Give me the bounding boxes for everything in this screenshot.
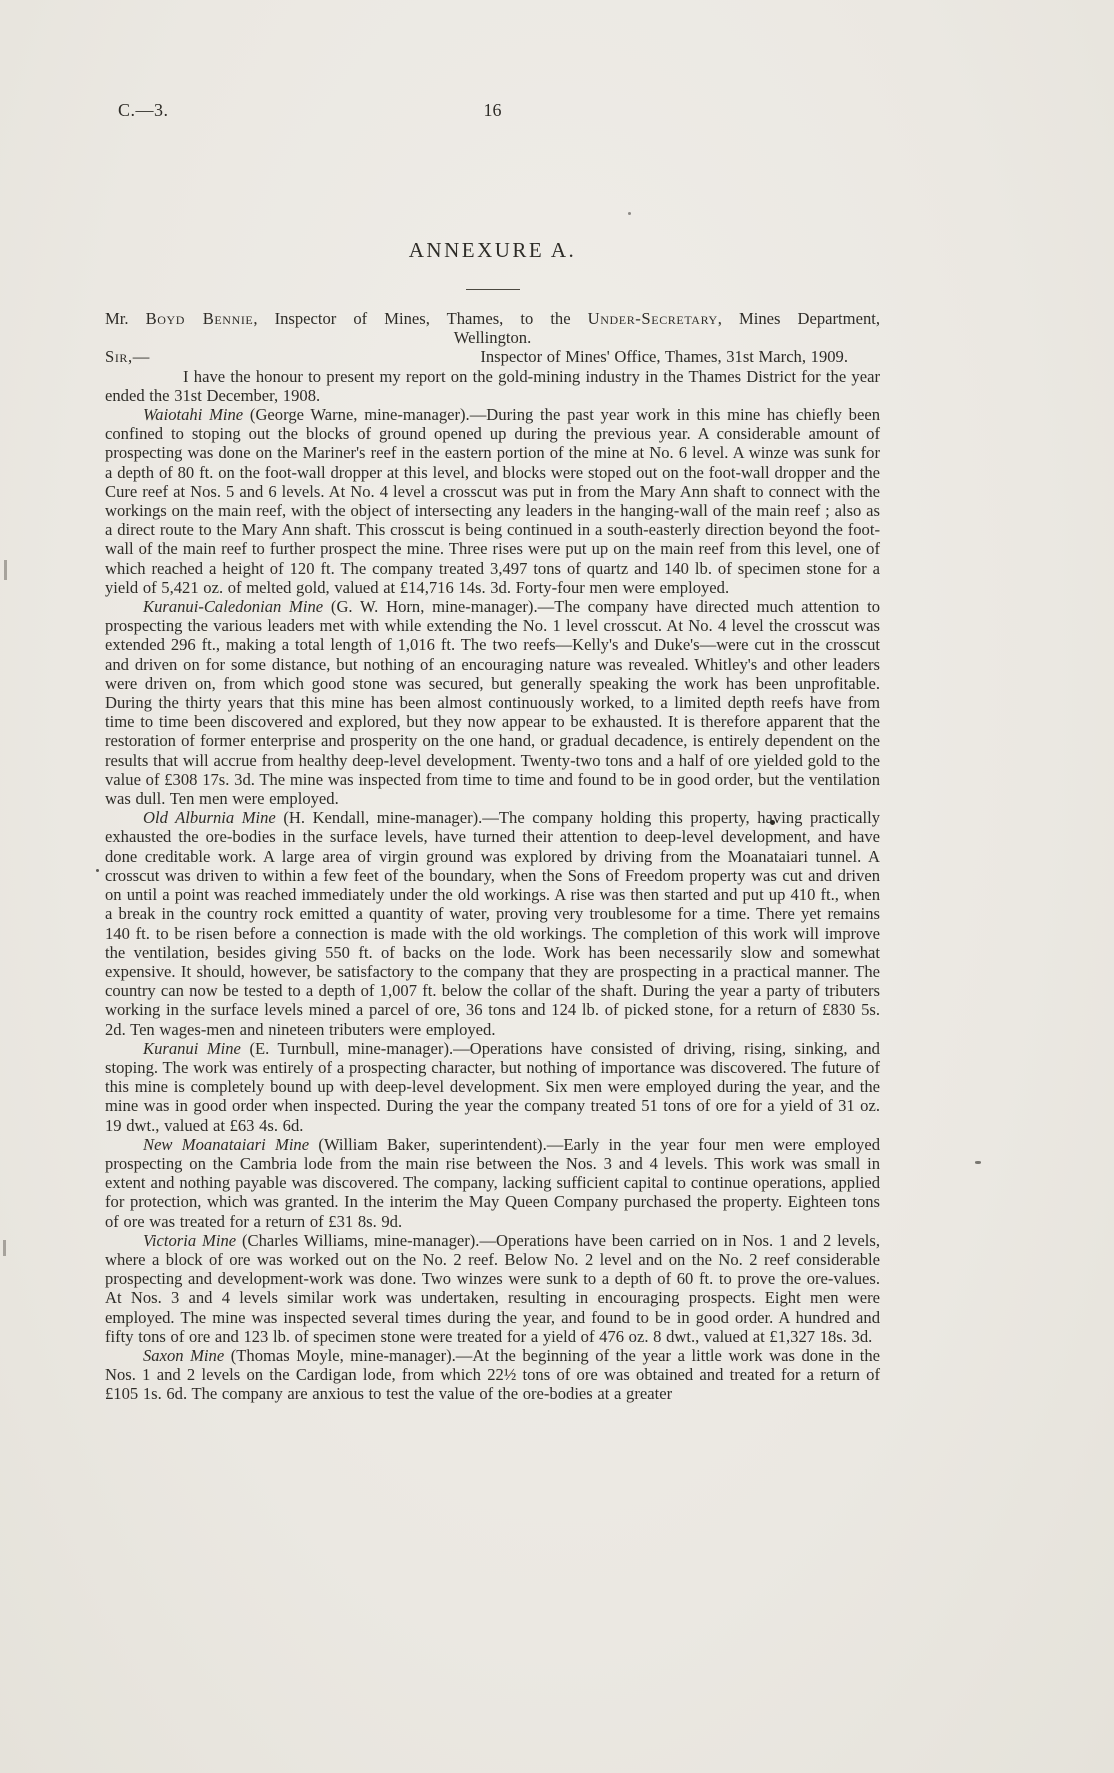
- scan-speck: [96, 869, 99, 872]
- scan-edge-artifact: [3, 1240, 6, 1256]
- scan-speck: [628, 212, 631, 215]
- addressee-line: [105, 309, 880, 328]
- mine-name: Old Alburnia Mine: [143, 808, 276, 828]
- paragraph-text: (William Baker, superintendent).—Early in the year four men were employed prospecting on the Cambria lode from the main rise between the Nos. 3 and 4 levels. This work was small in extent and nothing payable was discovered. The company, lacking sufficient capital to continue operations, applied for protection, which was granted. In the interim the May Queen Company purchased the property. Eighteen tons of ore was treated for a return of £31 8s. 9d.: [105, 1134, 880, 1231]
- scan-speck: [975, 1161, 981, 1164]
- title-divider-line: [466, 289, 520, 290]
- paragraph-text: (Thomas Moyle, mine-manager).—At the beginning of the year a little work was done in the Nos. 1 and 2 levels on the Cardigan lode, from which 22½ tons of ore was obtained and treated for a return of £105 1s. 6d. The company are anxious to test the value of the ore-bodies at a greater: [105, 1345, 880, 1404]
- title-divider: [105, 289, 880, 290]
- addressee-city: Wellington.: [453, 328, 532, 348]
- mine-paragraph-saxon: [105, 1346, 880, 1404]
- document-reference: C.—3.: [118, 100, 169, 120]
- addressee-name: Boyd Bennie: [145, 309, 254, 328]
- page-header: [105, 100, 880, 124]
- paragraph-text: (E. Turnbull, mine-manager).—Operations have consisted of driving, rising, sinking, and stoping. The work was entirely of a prospecting character, but nothing of importance was discovered. The future of this mine is completely bound up with deep-level development. Six men were employed during the year, and the mine was in good order when inspected. During the year the company treated 51 tons of ore for a yield of 31 oz. 19 dwt., valued at £63 4s. 6d.: [105, 1038, 880, 1135]
- page-number: 16: [483, 100, 502, 120]
- mine-name: Kuranui Mine: [143, 1038, 241, 1058]
- mine-name: New Moanataiari Mine: [143, 1134, 310, 1154]
- mine-name: Waiotahi Mine: [143, 405, 244, 425]
- salutation-row: [105, 347, 880, 366]
- mine-paragraph-victoria: [105, 1231, 880, 1346]
- mine-paragraph-old-alburnia: [105, 808, 880, 1038]
- office-dateline: Inspector of Mines' Office, Thames, 31st March, 1909.: [480, 347, 848, 367]
- letter-body: [105, 309, 880, 1404]
- addressee-suffix: , Mines Department,: [717, 309, 880, 328]
- paragraph-text: (George Warne, mine-manager).—During the past year work in this mine has chiefly been confined to stoping out the blocks of ground opened up during the previous year. A considerable amount of prospecting was done on the Mariner's reef in the eastern portion of the mine at No. 6 level. A winze was sunk for a depth of 80 ft. on the foot-wall dropper at this level, and blocks were stoped out on the foot-wall dropper and the Cure reef at Nos. 5 and 6 levels. At No. 4 level a crosscut was put in from the Mary Ann shaft to connect with the workings on the main reef, with the object of intersecting any leaders in the hanging-wall of the main reef ; also as a direct route to the Mary Ann shaft. This crosscut is being continued in a south-easterly direction beyond the foot-wall of the main reef to further prospect the mine. Three rises were put up on the main reef from this level, one of which reached a height of 120 ft. The company treated 3,497 tons of quartz and 140 lb. of specimen stone for a yield of 5,421 oz. of melted gold, valued at £14,716 14s. 3d. Forty-four men were employed.: [105, 405, 881, 597]
- paragraph-text: (G. W. Horn, mine-manager).—The company have directed much attention to prospecting the various leaders met with while extending the No. 1 level crosscut. At No. 4 level the crosscut was extended 296 ft., making a total length of 1,016 ft. The two reefs—Kelly's and Duke's—were cut in the crosscut and driven on for some distance, but nothing of an encouraging nature was revealed. Whitley's and other leaders were driven on, from which good stone was secured, but generally speaking the work has been unprofitable. During the thirty years that this mine has been almost continuously worked, to a limited depth reefs have from time to time been discovered and explored, but they now appear to be exhausted. It is therefore apparent that the restoration of former enterprise and prosperity on the one hand, or gradual decadence, is entirely dependent on the results that will accrue from healthy deep-level development. Twenty-two tons and a half of ore yielded gold to the value of £308 17s. 3d. The mine was inspected from time to time and found to be in good order, but the ventilation was dull. Ten men were employed.: [105, 597, 880, 809]
- paragraph-text: (H. Kendall, mine-manager).—The company holding this property, having practically exhausted the ore-bodies in the surface levels, have turned their attention to deep-level development, and have done creditable work. A large area of virgin ground was explored by driving from the Moanataiari tunnel. A crosscut was driven to within a few feet of the boundary, when the Sons of Freedom property was cut and driven on until a point was reached immediately under the old workings. A rise was then started and put up 410 ft., when a break in the country rock emitted a quantity of water, proving very troublesome for a time. There yet remains 140 ft. to be risen before a connection is made with the old workings. The completion of this work will improve the ventilation, besides giving 550 ft. of backs on the lode. Work has been necessarily slow and somewhat expensive. It should, however, be satisfactory to the company that they are prospecting in a practical manner. The country can now be tested to a depth of 1,007 ft. below the collar of the shaft. During the year a party of tributers working in the surface levels mined a parcel of ore, 36 tons and 124 lb. of picked stone, for a return of £830 5s. 2d. Ten wages-men and nineteen tributers were employed.: [105, 808, 880, 1039]
- intro-paragraph: I have the honour to present my report on the gold-mining industry in the Thames District for the year ended the 31st December, 1908.: [105, 366, 880, 405]
- scan-edge-artifact: [4, 560, 7, 580]
- mine-name: Kuranui-Caledonian Mine: [143, 597, 324, 617]
- mine-name: Victoria Mine: [143, 1230, 237, 1250]
- mine-name: Saxon Mine: [143, 1345, 225, 1365]
- addressee-middle: , Inspector of Mines, Thames, to the: [253, 309, 588, 328]
- salutation: Sir,—: [105, 347, 150, 367]
- mine-paragraph-kuranui-caledonian: [105, 597, 880, 808]
- mine-paragraph-new-moanataiari: [105, 1135, 880, 1231]
- addressee-prefix: Mr.: [105, 309, 146, 328]
- mine-paragraph-kuranui: [105, 1039, 880, 1135]
- annexure-title: ANNEXURE A.: [408, 238, 577, 262]
- addressee-recipient: Under-Secretary: [587, 309, 718, 328]
- mine-paragraph-waiotahi: [105, 405, 880, 597]
- paragraph-text: (Charles Williams, mine-manager).—Operations have been carried on in Nos. 1 and 2 levels, where a block of ore was worked out on the No. 2 reef. Below No. 2 level and on the No. 2 reef considerable prospecting and development-work was done. Two winzes were sunk to a depth of 60 ft. to prove the ore-values. At Nos. 3 and 4 levels similar work was undertaken, resulting in encouraging prospects. Eight men were employed. The mine was inspected several times during the year, and found to be in good order. A hundred and fifty tons of ore and 123 lb. of specimen stone were treated for a yield of 476 oz. 8 dwt., valued at £1,327 18s. 3d.: [105, 1230, 881, 1346]
